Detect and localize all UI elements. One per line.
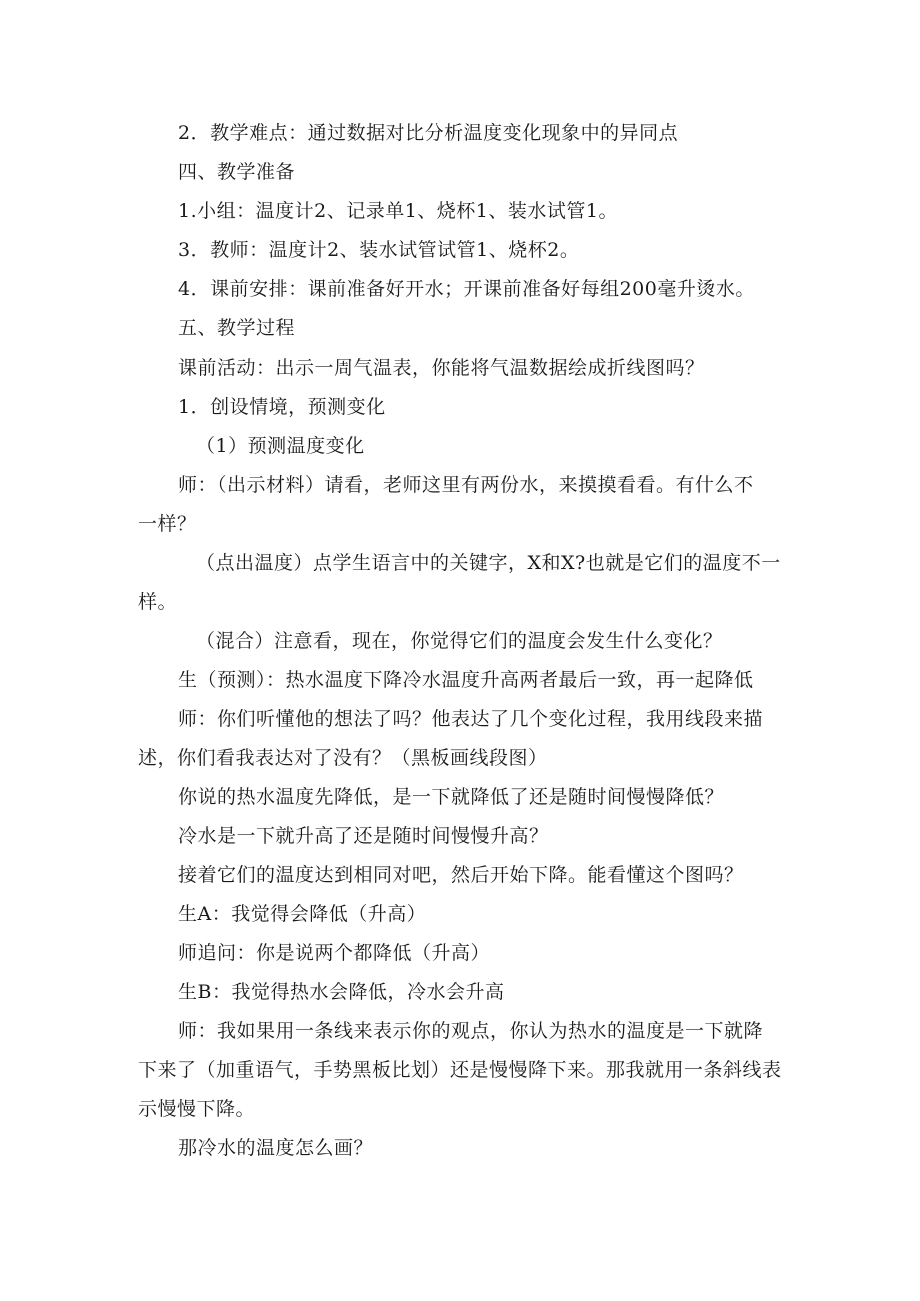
text-line-teacher-3-cont: 下来了（加重语气，手势黑板比划）还是慢慢降下来。那我就用一条斜线表 <box>138 1059 782 1081</box>
text-line-teacher-2: 师：你们听懂他的想法了吗？他表达了几个变化过程，我用线段来描 <box>178 708 764 730</box>
text-line-teacher-1: 师：（出示材料）请看，老师这里有两份水，来摸摸看看。有什么不 <box>178 474 754 496</box>
text-line-predict: （1）预测温度变化 <box>196 435 365 457</box>
text-line-point-out-cont: 样。 <box>138 591 178 613</box>
text-line-teacher-ask: 师追问：你是说两个都降低（升高） <box>178 942 491 964</box>
text-line-difficulty: 2．教学难点：通过数据对比分析温度变化现象中的异同点 <box>178 122 679 144</box>
text-line-student-a: 生A：我觉得会降低（升高） <box>178 903 427 925</box>
text-line-scenario: 1．创设情境，预测变化 <box>178 396 386 418</box>
text-line-student-b: 生B：我觉得热水会降低，冷水会升高 <box>178 981 505 1003</box>
text-line-arrangement: 4．课前安排：课前准备好开水；开课前准备好每组200毫升烫水。 <box>178 278 755 300</box>
text-line-teacher-1-cont: 一样？ <box>138 513 197 535</box>
text-line-mix: （混合）注意看，现在，你觉得它们的温度会发生什么变化？ <box>196 630 723 652</box>
heading-process: 五、教学过程 <box>178 317 296 339</box>
text-line-cold-draw: 那冷水的温度怎么画？ <box>178 1137 374 1159</box>
text-line-teacher-3-end: 示慢慢下降。 <box>138 1098 256 1120</box>
text-line-cold-water: 冷水是一下就升高了还是随时间慢慢升高？ <box>178 825 549 847</box>
text-line-teacher-2-cont: 述，你们看我表达对了没有？（黑板画线段图） <box>138 747 548 769</box>
text-line-teacher: 3．教师：温度计2、装水试管试管1、烧杯2。 <box>178 239 580 261</box>
text-line-point-out: （点出温度）点学生语言中的关键字，X和X?也就是它们的温度不一 <box>196 552 781 574</box>
text-line-student-predict: 生（预测）：热水温度下降冷水温度升高两者最后一致，再一起降低 <box>178 669 754 691</box>
text-line-same-temp: 接着它们的温度达到相同对吧，然后开始下降。能看懂这个图吗？ <box>178 864 744 886</box>
text-line-teacher-3: 师：我如果用一条线来表示你的观点，你认为热水的温度是一下就降 <box>178 1020 764 1042</box>
text-line-group: 1.小组：温度计2、记录单1、烧杯1、装水试管1。 <box>178 200 618 222</box>
text-line-pre-activity: 课前活动：出示一周气温表，你能将气温数据绘成折线图吗？ <box>178 357 705 379</box>
heading-preparation: 四、教学准备 <box>178 161 296 183</box>
text-line-hot-water: 你说的热水温度先降低，是一下就降低了还是随时间慢慢降低？ <box>178 786 725 808</box>
